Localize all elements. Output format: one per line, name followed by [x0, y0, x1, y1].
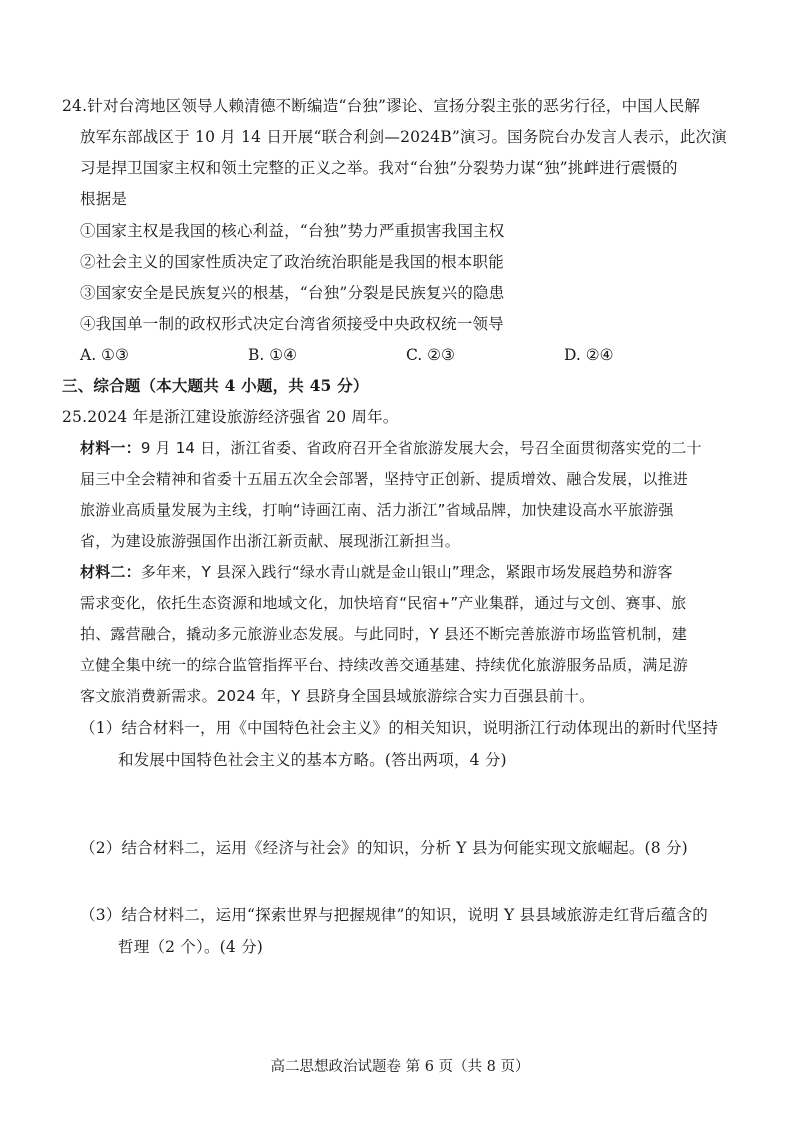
material2-text: 多年来，Y 县深入践行“绿水青山就是金山银山”理念，紧跟市场发展趋势和游客	[140, 563, 673, 581]
material1-label: 材料一：	[80, 439, 141, 457]
q24-option-b: B. ①④	[248, 346, 298, 364]
q25-sub3-line-1: （3）结合材料二，运用“探索世界与把握规律”的知识，说明 Y 县县域旅游走红背后蕴含的	[80, 906, 708, 924]
q24-stem-line-2: 放军东部战区于 10 月 14 日开展“联合利剑—2024B”演习。国务院台办发言人表示，此次演	[80, 128, 727, 146]
q24-stem-line-3: 习是捍卫国家主权和领土完整的正义之举。我对“台独”分裂势力谋“独”挑衅进行震慑的	[80, 159, 678, 177]
page-footer: 高二思想政治试题卷 第 6 页（共 8 页）	[270, 1059, 530, 1075]
material2-line-1	[80, 562, 673, 582]
section-title: 三、综合题（本大题共 4 小题，共 45 分）	[62, 376, 369, 395]
q24-statement-4: ④我国单一制的政权形式决定台湾省须接受中央政权统一领导	[80, 315, 504, 333]
material2-label: 材料二：	[80, 563, 141, 581]
material2-line-5: 客文旅消费新需求。2024 年，Y 县跻身全国县域旅游综合实力百强县前十。	[80, 687, 595, 705]
material1-line-3: 旅游业高质量发展为主线，打响“诗画江南、活力浙江”省域品牌，加快建设高水平旅游强	[80, 501, 674, 519]
material1-line-1	[80, 438, 702, 458]
material1-line-2: 届三中全会精神和省委十五届五次全会部署，坚持守正创新、提质增效、融合发展，以推进	[80, 470, 689, 488]
material1-text: 9 月 14 日，浙江省委、省政府召开全省旅游发展大会，号召全面贯彻落实党的二十	[140, 439, 702, 457]
q24-stem-line-1: 24.针对台湾地区领导人赖清德不断编造“台独”谬论、宣扬分裂主张的恶劣行径，中国人民解	[62, 97, 701, 115]
q25-sub2: （2）结合材料二，运用《经济与社会》的知识，分析 Y 县为何能实现文旅崛起。(8 分)	[80, 839, 688, 857]
material2-line-4: 立健全集中统一的综合监管指挥平台、持续改善交通基建、持续优化旅游服务品质，满足游	[80, 656, 689, 674]
q24-option-d: D. ②④	[564, 346, 614, 364]
q24-statement-1: ①国家主权是我国的核心利益，“台独”势力严重损害我国主权	[80, 222, 505, 240]
q25-sub1-line-2: 和发展中国特色社会主义的基本方略。(答出两项，4 分)	[118, 751, 507, 769]
material1-line-4: 省，为建设旅游强国作出浙江新贡献、展现浙江新担当。	[80, 532, 461, 550]
q24-stem-line-4: 根据是	[80, 190, 128, 208]
q24-statement-2: ②社会主义的国家性质决定了政治统治职能是我国的根本职能	[80, 253, 504, 271]
q25-sub1-line-1: （1）结合材料一，用《中国特色社会主义》的相关知识，说明浙江行动体现出的新时代坚持	[80, 719, 719, 737]
q24-option-c: C. ②③	[406, 346, 455, 364]
q24-statement-3: ③国家安全是民族复兴的根基，“台独”分裂是民族复兴的隐患	[80, 284, 505, 302]
material2-line-3: 拍、露营融合，撬动多元旅游业态发展。与此同时，Y 县还不断完善旅游市场监管机制，建	[80, 625, 688, 643]
material2-line-2: 需求变化，依托生态资源和地域文化，加快培育“民宿+”产业集群，通过与文创、赛事、旅	[80, 594, 687, 612]
q24-option-a: A. ①③	[80, 346, 129, 364]
q25-intro: 25.2024 年是浙江建设旅游经济强省 20 周年。	[62, 408, 399, 426]
q25-sub3-line-2: 哲理（2 个）。(4 分)	[118, 938, 264, 956]
